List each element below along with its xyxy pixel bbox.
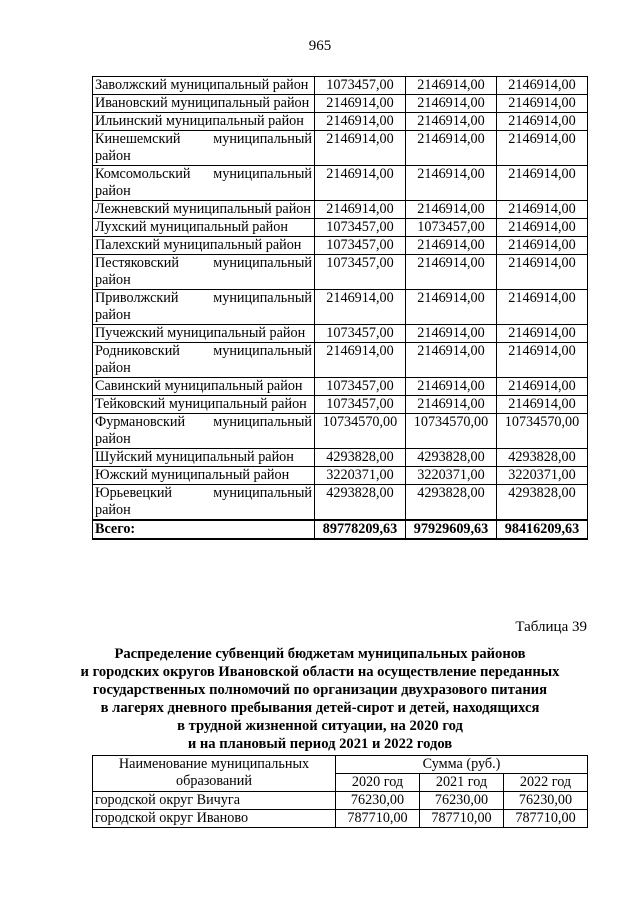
value-2020-cell: 1073457,00 (315, 255, 406, 290)
header-year-2020: 2020 год (336, 774, 420, 792)
page-number: 965 (308, 38, 332, 54)
table-row (93, 219, 588, 237)
value-2022-cell: 2146914,00 (497, 95, 588, 113)
table-39-title (60, 645, 580, 753)
table-row (93, 378, 588, 396)
value-2021-cell: 4293828,00 (406, 485, 497, 521)
value-2020-cell: 2146914,00 (315, 201, 406, 219)
subsidy-table-continued (92, 76, 588, 540)
table-row (93, 131, 588, 166)
value-2022-cell: 2146914,00 (497, 166, 588, 201)
value-2022-cell: 4293828,00 (497, 449, 588, 467)
name-cell: Пучежский муниципальный район (93, 325, 315, 343)
table-39 (92, 755, 588, 828)
value-2021-cell: 10734570,00 (406, 414, 497, 449)
value-2020-cell: 2146914,00 (315, 166, 406, 201)
header-year-2022: 2022 год (504, 774, 588, 792)
name-cell: Ильинский муниципальный район (93, 113, 315, 131)
value-2020-cell: 2146914,00 (315, 343, 406, 378)
title-line: в трудной жизненной ситуации, на 2020 год (177, 718, 463, 734)
total-2021: 97929609,63 (406, 520, 497, 539)
value-2022-cell: 10734570,00 (497, 414, 588, 449)
value-2021-cell: 2146914,00 (406, 113, 497, 131)
value-2021-cell: 1073457,00 (406, 219, 497, 237)
table-row (93, 467, 588, 485)
value-2020-cell: 4293828,00 (315, 449, 406, 467)
table-row (93, 485, 588, 521)
name-cell: городской округ Вичуга (93, 792, 336, 810)
name-cell: Фурмановский муниципальный район (93, 414, 315, 449)
table-row (93, 396, 588, 414)
value-2020-cell: 10734570,00 (315, 414, 406, 449)
title-line: и городских округов Ивановской области на осуществление переданных (80, 664, 560, 680)
value-2021-cell: 2146914,00 (406, 237, 497, 255)
value-2021-cell: 2146914,00 (406, 77, 497, 95)
table-row (93, 113, 588, 131)
name-cell: Ивановский муниципальный район (93, 95, 315, 113)
value-2021-cell: 2146914,00 (406, 396, 497, 414)
value-2020-cell: 76230,00 (336, 792, 420, 810)
value-2020-cell: 2146914,00 (315, 113, 406, 131)
value-2021-cell: 76230,00 (420, 792, 504, 810)
table-row (93, 343, 588, 378)
name-cell: Пестяковский муниципальный район (93, 255, 315, 290)
table-row (93, 792, 588, 810)
value-2022-cell: 2146914,00 (497, 77, 588, 95)
value-2021-cell: 2146914,00 (406, 95, 497, 113)
total-row (93, 520, 588, 539)
value-2022-cell: 2146914,00 (497, 237, 588, 255)
value-2021-cell: 787710,00 (420, 810, 504, 828)
name-cell: Заволжский муниципальный район (93, 77, 315, 95)
value-2021-cell: 2146914,00 (406, 378, 497, 396)
header-sum: Сумма (руб.) (336, 756, 588, 774)
value-2021-cell: 2146914,00 (406, 290, 497, 325)
value-2020-cell: 1073457,00 (315, 77, 406, 95)
value-2022-cell: 2146914,00 (497, 325, 588, 343)
name-cell: Комсомольский муниципальный район (93, 166, 315, 201)
table-row (93, 95, 588, 113)
value-2022-cell: 787710,00 (504, 810, 588, 828)
value-2022-cell: 2146914,00 (497, 378, 588, 396)
title-line: Распределение субвенций бюджетам муниципальных районов (114, 646, 526, 662)
total-2020: 89778209,63 (315, 520, 406, 539)
table-row (93, 255, 588, 290)
table-row (93, 77, 588, 95)
total-2022: 98416209,63 (497, 520, 588, 539)
name-cell: Родниковский муниципальный район (93, 343, 315, 378)
value-2022-cell: 2146914,00 (497, 113, 588, 131)
table-row (93, 166, 588, 201)
table-row (93, 290, 588, 325)
value-2021-cell: 2146914,00 (406, 343, 497, 378)
value-2021-cell: 2146914,00 (406, 255, 497, 290)
value-2021-cell: 3220371,00 (406, 467, 497, 485)
value-2020-cell: 2146914,00 (315, 131, 406, 166)
name-cell: Приволжский муниципальный район (93, 290, 315, 325)
value-2022-cell: 4293828,00 (497, 485, 588, 521)
value-2022-cell: 2146914,00 (497, 131, 588, 166)
name-cell: Юрьевецкий муниципальный район (93, 485, 315, 521)
name-cell: Лежневский муниципальный район (93, 201, 315, 219)
name-cell: Южский муниципальный район (93, 467, 315, 485)
value-2021-cell: 2146914,00 (406, 131, 497, 166)
value-2020-cell: 787710,00 (336, 810, 420, 828)
title-line: и на плановый период 2021 и 2022 годов (187, 736, 453, 752)
title-line: государственных полномочий по организации двухразового питания (92, 682, 548, 698)
value-2020-cell: 2146914,00 (315, 95, 406, 113)
value-2021-cell: 2146914,00 (406, 166, 497, 201)
table-number-label: Таблица 39 (515, 619, 587, 635)
name-cell: Палехский муниципальный район (93, 237, 315, 255)
name-cell: городской округ Иваново (93, 810, 336, 828)
value-2022-cell: 2146914,00 (497, 219, 588, 237)
value-2021-cell: 2146914,00 (406, 325, 497, 343)
name-cell: Савинский муниципальный район (93, 378, 315, 396)
name-cell: Лухский муниципальный район (93, 219, 315, 237)
value-2020-cell: 3220371,00 (315, 467, 406, 485)
value-2022-cell: 2146914,00 (497, 201, 588, 219)
value-2020-cell: 1073457,00 (315, 219, 406, 237)
value-2022-cell: 2146914,00 (497, 290, 588, 325)
value-2022-cell: 2146914,00 (497, 255, 588, 290)
value-2022-cell: 3220371,00 (497, 467, 588, 485)
title-line: в лагерях дневного пребывания детей-сирот и детей, находящихся (100, 700, 540, 716)
value-2022-cell: 2146914,00 (497, 343, 588, 378)
value-2022-cell: 2146914,00 (497, 396, 588, 414)
name-cell: Кинешемский муниципальный район (93, 131, 315, 166)
name-cell: Тейковский муниципальный район (93, 396, 315, 414)
table-row (93, 449, 588, 467)
table-row (93, 201, 588, 219)
value-2020-cell: 2146914,00 (315, 290, 406, 325)
value-2021-cell: 2146914,00 (406, 201, 497, 219)
value-2021-cell: 4293828,00 (406, 449, 497, 467)
value-2020-cell: 1073457,00 (315, 378, 406, 396)
table-row (93, 325, 588, 343)
value-2020-cell: 1073457,00 (315, 325, 406, 343)
table-row (93, 810, 588, 828)
name-cell: Шуйский муниципальный район (93, 449, 315, 467)
value-2020-cell: 1073457,00 (315, 396, 406, 414)
total-label: Всего: (93, 520, 315, 539)
table-row (93, 237, 588, 255)
value-2020-cell: 1073457,00 (315, 237, 406, 255)
header-year-2021: 2021 год (420, 774, 504, 792)
table-row (93, 414, 588, 449)
value-2020-cell: 4293828,00 (315, 485, 406, 521)
value-2022-cell: 76230,00 (504, 792, 588, 810)
header-municipality: Наименование муниципальных образований (93, 756, 336, 792)
